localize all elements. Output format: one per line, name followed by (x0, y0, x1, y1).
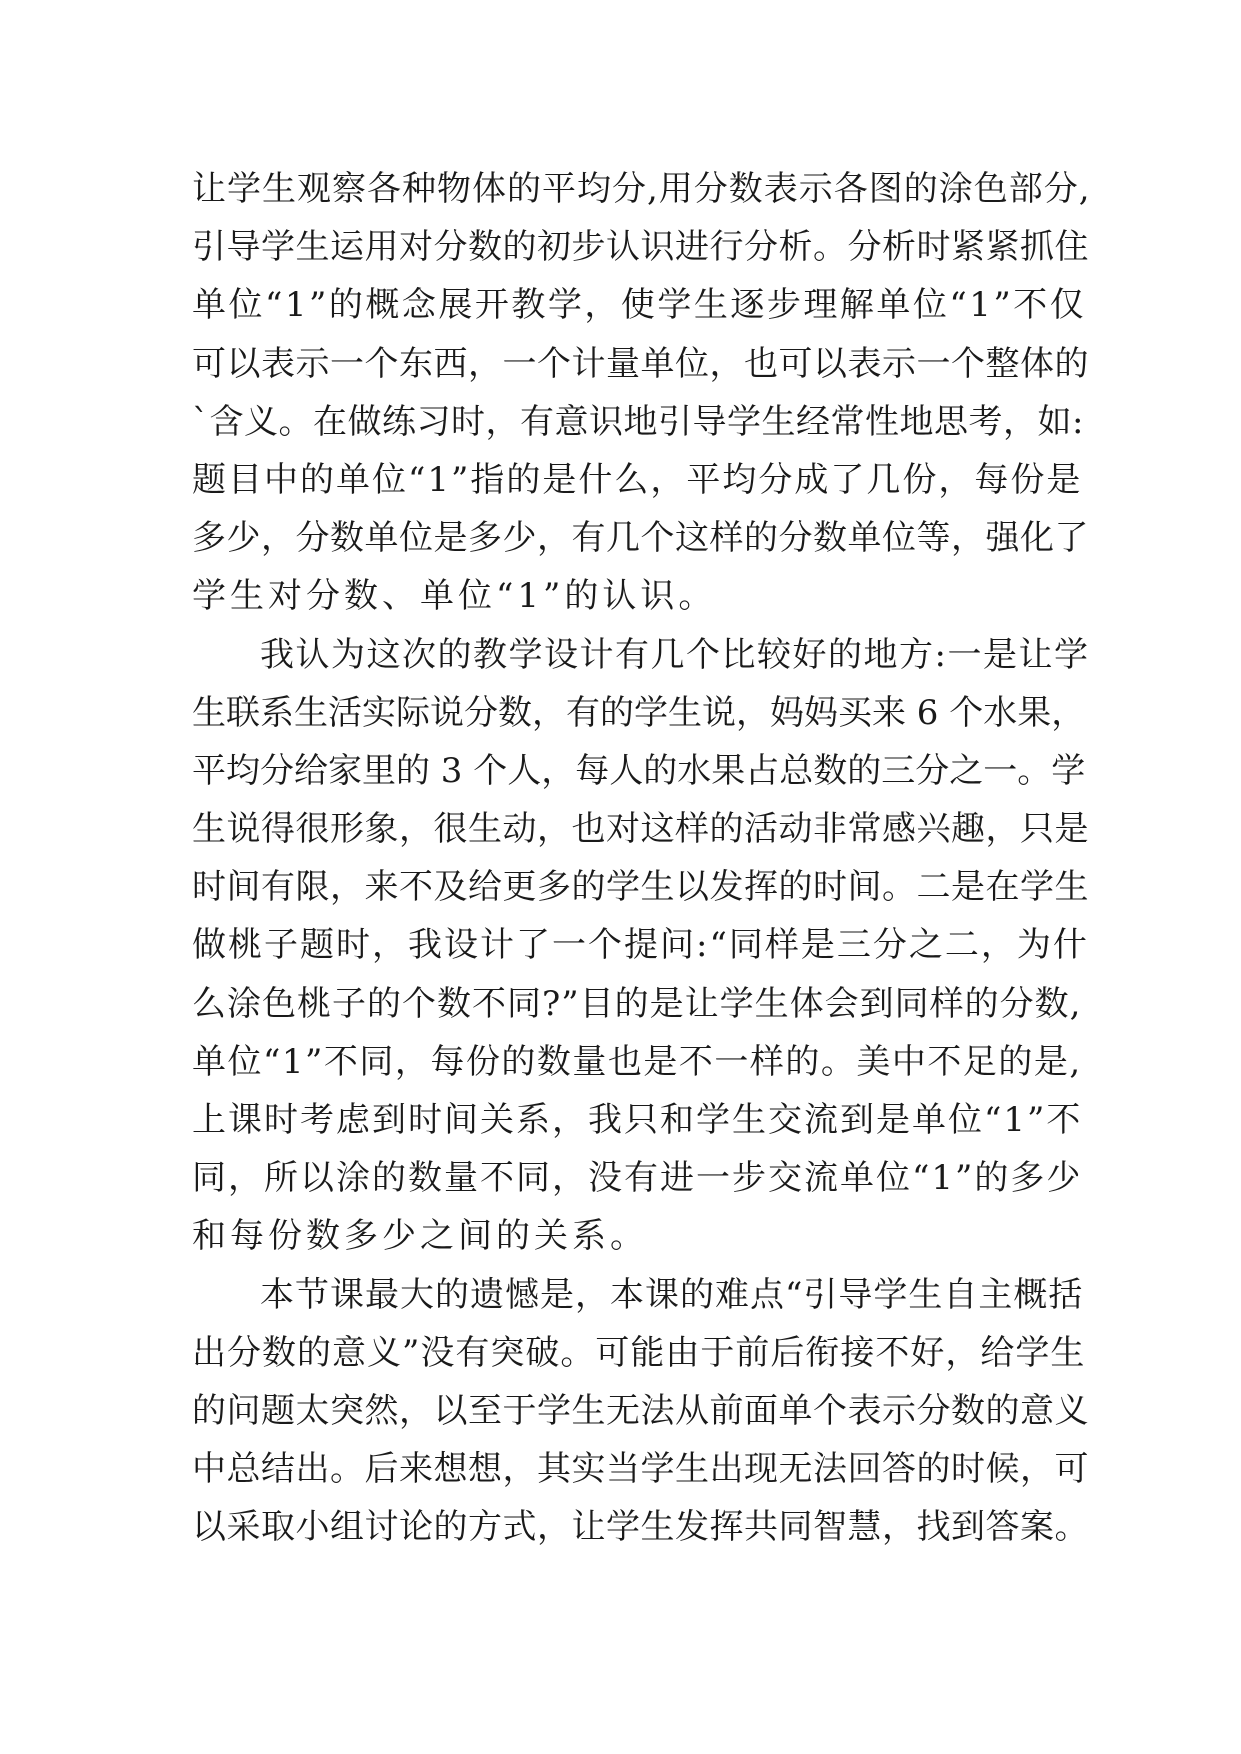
text-line: 学生对分数、单位“1”的认识。 (192, 576, 717, 617)
text-line: 中总结出。后来想想，其实当学生出现无法回答的时候，可 (192, 1449, 1089, 1490)
text-line: `含义。在做练习时，有意识地引导学生经常性地思考，如: (192, 401, 1084, 442)
paragraph-3 (192, 1266, 1092, 1557)
text-line: 单位“1”的概念展开教学，使学生逐步理解单位“1”不仅 (192, 285, 1087, 326)
paragraph-1 (192, 160, 1092, 626)
text-line: 让学生观察各种物体的平均分,用分数表示各图的涂色部分, (192, 169, 1091, 209)
text-line: 生说得很形象，很生动，也对这样的活动非常感兴趣，只是 (192, 809, 1089, 850)
text-line: 多少，分数单位是多少，有几个这样的分数单位等，强化了 (192, 518, 1089, 559)
text-line: 可以表示一个东西，一个计量单位，也可以表示一个整体的 (192, 343, 1089, 384)
text-line: 平均分给家里的 3 个人，每人的水果占总数的三分之一。学 (192, 750, 1086, 791)
text-line: 上课时考虑到时间关系，我只和学生交流到是单位“1”不 (192, 1100, 1083, 1140)
text-line: 做桃子题时，我设计了一个提问:“同样是三分之二，为什 (192, 925, 1089, 966)
paragraph-2 (192, 626, 1092, 1266)
text-line: 单位“1”不同，每份的数量也是不一样的。美中不足的是, (192, 1041, 1082, 1082)
text-line: 时间有限，来不及给更多的学生以发挥的时间。二是在学生 (192, 867, 1089, 908)
document-body (192, 160, 1092, 1557)
text-line: 出分数的意义”没有突破。可能由于前后衔接不好，给学生 (192, 1332, 1086, 1373)
text-line: 和每份数多少之间的关系。 (192, 1216, 648, 1257)
text-line: 题目中的单位“1”指的是什么，平均分成了几份，每份是 (192, 459, 1083, 500)
text-line: 我认为这次的教学设计有几个比较好的地方:一是让学 (260, 634, 1090, 675)
text-line: 么涂色桃子的个数不同?”目的是让学生体会到同样的分数, (192, 983, 1082, 1024)
text-line: 的问题太突然，以至于学生无法从前面单个表示分数的意义 (192, 1390, 1089, 1431)
text-line: 以采取小组讨论的方式，让学生发挥共同智慧，找到答案。 (192, 1507, 1089, 1548)
text-line: 本节课最大的遗憾是，本课的难点“引导学生自主概括 (260, 1274, 1084, 1315)
text-line: 同，所以涂的数量不同，没有进一步交流单位“1”的多少 (192, 1158, 1083, 1199)
text-line: 生联系生活实际说分数，有的学生说，妈妈买来 6 个水果， (192, 692, 1086, 733)
text-line: 引导学生运用对分数的初步认识进行分析。分析时紧紧抓住 (192, 227, 1089, 268)
